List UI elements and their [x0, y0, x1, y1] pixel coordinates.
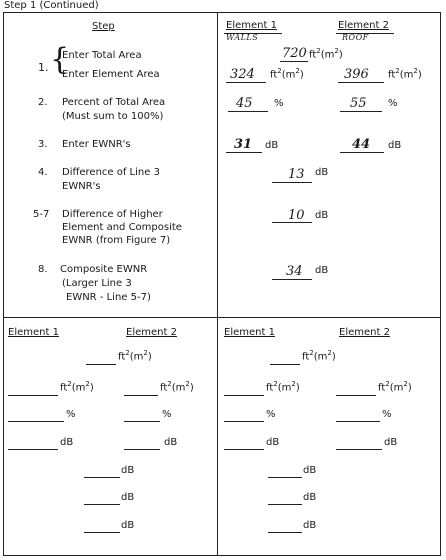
col-element1-underline — [224, 33, 282, 34]
bl-e2-db-unit: dB — [164, 437, 178, 448]
diff-higher-unit: dB — [315, 210, 329, 221]
row-2-line-2: (Must sum to 100%) — [62, 111, 164, 122]
e2-area-unit: $ft^2(m^2)$ — [388, 67, 422, 81]
row-2-line-1: Percent of Total Area — [62, 97, 166, 108]
bl-diff-higher-blank[interactable] — [84, 504, 120, 505]
e2-ewnr-unit: dB — [388, 140, 402, 151]
e1-ewnr-blank — [226, 152, 262, 153]
col-element2-header: Element 2 — [338, 20, 389, 31]
e1-percent-unit: % — [274, 98, 284, 109]
bl-difference-unit: dB — [121, 465, 135, 476]
br-total-blank[interactable] — [270, 364, 300, 365]
bl-e2-db-blank[interactable] — [124, 449, 160, 450]
bl-e2-area-unit: $ft^2(m^2)$ — [160, 380, 194, 394]
column-divider — [217, 12, 218, 556]
br-composite-unit: dB — [303, 520, 317, 531]
bottom-right-element1: Element 1 — [224, 327, 275, 338]
row-4-line-2: EWNR's — [62, 181, 101, 192]
col-step-header: Step — [92, 21, 115, 32]
e2-ewnr-blank — [340, 152, 384, 153]
br-e2-percent-blank[interactable] — [336, 421, 380, 422]
bl-e2-percent-unit: % — [162, 409, 172, 420]
row-8-num: 8. — [38, 264, 48, 275]
e2-percent-blank — [340, 111, 382, 112]
br-e1-area-blank[interactable] — [224, 395, 264, 396]
bl-total-unit: $ft^2(m^2)$ — [118, 349, 152, 363]
bl-e1-area-unit: $ft^2(m^2)$ — [60, 380, 94, 394]
br-e1-percent-blank[interactable] — [224, 421, 264, 422]
row-8-line-1: Composite EWNR — [60, 264, 148, 275]
row-3-num: 3. — [38, 139, 48, 150]
row-1-line-2: Enter Element Area — [62, 69, 160, 80]
br-difference-unit: dB — [303, 465, 317, 476]
e2-ewnr-value: 44 — [352, 137, 371, 152]
e1-area-unit: $ft^2(m^2)$ — [270, 67, 304, 81]
e1-area-value: 324 — [230, 67, 255, 82]
row-4-line-1: Difference of Line 3 — [62, 167, 160, 178]
br-composite-blank[interactable] — [268, 532, 302, 533]
br-e1-percent-unit: % — [266, 409, 276, 420]
bl-composite-blank[interactable] — [84, 532, 120, 533]
br-e2-db-blank[interactable] — [336, 449, 382, 450]
row-8-line-3: EWNR - Line 5-7) — [66, 292, 151, 303]
brace-symbol: { — [50, 42, 70, 77]
br-e2-area-blank[interactable] — [336, 395, 376, 396]
step-title: Step 1 (Continued) — [4, 0, 99, 11]
difference-value: 13 — [288, 167, 305, 182]
difference-unit: dB — [315, 167, 329, 178]
bottom-right-element2: Element 2 — [339, 327, 390, 338]
bl-diff-higher-unit: dB — [121, 492, 135, 503]
e2-percent-unit: % — [388, 98, 398, 109]
bl-e2-area-blank[interactable] — [124, 395, 158, 396]
section-divider — [3, 317, 441, 318]
e1-area-blank — [226, 82, 266, 83]
composite-unit: dB — [315, 265, 329, 276]
composite-blank — [272, 279, 312, 280]
bl-difference-blank[interactable] — [84, 477, 120, 478]
br-e2-percent-unit: % — [382, 409, 392, 420]
col-element1-header: Element 1 — [226, 20, 277, 31]
composite-value: 34 — [286, 264, 303, 279]
total-area-blank — [280, 61, 308, 62]
row-1-line-1: Enter Total Area — [62, 50, 142, 61]
bl-composite-unit: dB — [121, 520, 135, 531]
row-5-7-num: 5-7 — [33, 209, 50, 220]
br-difference-blank[interactable] — [268, 477, 302, 478]
row-8-line-2: (Larger Line 3 — [62, 278, 132, 289]
row-3-line-1: Enter EWNR's — [62, 139, 131, 150]
diff-higher-value: 10 — [288, 208, 305, 223]
bottom-left-element2: Element 2 — [126, 327, 177, 338]
bl-total-blank[interactable] — [86, 364, 116, 365]
bl-e1-percent-blank[interactable] — [8, 421, 64, 422]
row-5-7-line-3: EWNR (from Figure 7) — [62, 235, 171, 246]
e2-percent-value: 55 — [350, 96, 367, 111]
row-5-7-line-1: Difference of Higher — [62, 209, 163, 220]
bottom-left-element1: Element 1 — [8, 327, 59, 338]
e1-ewnr-value: 31 — [234, 137, 253, 152]
bl-e2-percent-blank[interactable] — [124, 421, 160, 422]
br-diff-higher-unit: dB — [303, 492, 317, 503]
row-1-num: 1. — [38, 61, 49, 74]
br-diff-higher-blank[interactable] — [268, 504, 302, 505]
col-element2-underline — [336, 33, 394, 34]
bl-e1-db-unit: dB — [60, 437, 74, 448]
br-e1-db-unit: dB — [266, 437, 280, 448]
difference-blank — [272, 182, 312, 183]
br-e1-area-unit: $ft^2(m^2)$ — [266, 380, 300, 394]
row-2-num: 2. — [38, 97, 48, 108]
bl-e1-db-blank[interactable] — [8, 449, 58, 450]
bl-e1-area-blank[interactable] — [8, 395, 58, 396]
diff-higher-blank — [272, 222, 312, 223]
col-element1-hand: WALLS — [226, 33, 259, 42]
br-total-unit: $ft^2(m^2)$ — [302, 349, 336, 363]
bl-e1-percent-unit: % — [66, 409, 76, 420]
total-area-unit: $ft^2(m^2)$ — [309, 47, 343, 61]
total-area-value: 720 — [282, 46, 307, 61]
e2-area-value: 396 — [344, 67, 369, 82]
row-4-num: 4. — [38, 167, 48, 178]
e1-ewnr-unit: dB — [265, 140, 279, 151]
br-e2-area-unit: $ft^2(m^2)$ — [378, 380, 412, 394]
e1-percent-blank — [228, 111, 268, 112]
col-element2-hand: ROOF — [342, 33, 369, 42]
e2-area-blank — [338, 82, 384, 83]
br-e1-db-blank[interactable] — [224, 449, 264, 450]
row-5-7-line-2: Element and Composite — [62, 222, 182, 233]
e1-percent-value: 45 — [236, 96, 253, 111]
br-e2-db-unit: dB — [384, 437, 398, 448]
